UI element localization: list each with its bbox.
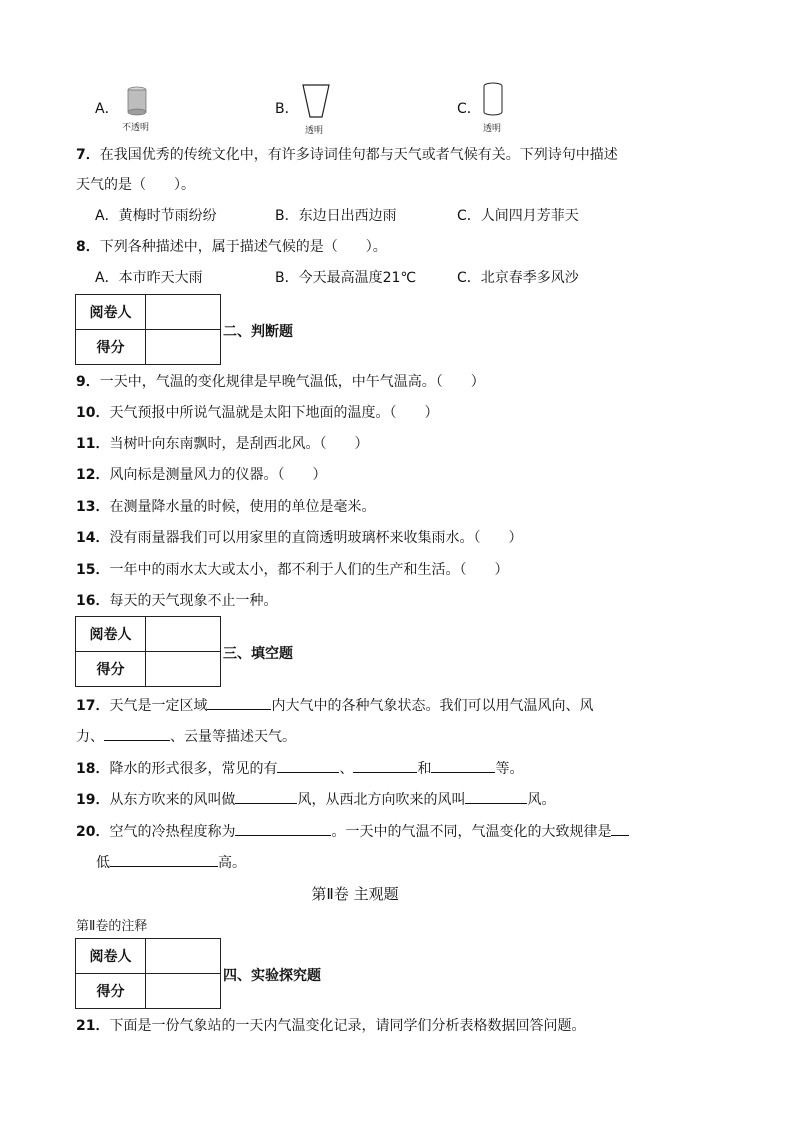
q18-text-c: 和 [417, 761, 432, 777]
q12-number: 12． [76, 467, 110, 483]
section-4-title: 四、实验探究题 [223, 968, 321, 984]
volume-2-note: 第Ⅱ卷的注释 [76, 919, 148, 934]
q17-text-a: 天气是一定区域 [109, 698, 208, 714]
q21-text: 下面是一份气象站的一天内气温变化记录，请同学们分析表格数据回答问题。 [109, 1018, 586, 1034]
q17-line2 [76, 726, 296, 747]
q20-text-b: 。一天中的气温不同，气温变化的大致规律是 [331, 824, 612, 840]
q20-text-d: 高。 [218, 855, 246, 871]
q11-number: 11． [76, 436, 110, 452]
q8-number: 8． [76, 239, 100, 255]
q10-text: 天气预报中所说气温就是太阳下地面的温度。（ ） [109, 405, 439, 421]
q7-option-a: A．黄梅时节雨纷纷 [95, 208, 217, 224]
q19-text-b: 风，从西北方向吹来的风叫 [297, 792, 466, 808]
score-box-section-4 [75, 938, 221, 1009]
question-21 [76, 1016, 585, 1036]
q6-option-a-caption: 不透明 [122, 123, 150, 133]
q18-text-a: 降水的形式很多，常见的有 [109, 761, 278, 777]
q13-number: 13． [76, 499, 110, 515]
question-11 [76, 434, 368, 454]
reviewer-label: 阅卷人 [76, 939, 146, 974]
q18-blank-1[interactable] [277, 758, 339, 773]
q6-option-c-letter: C． [457, 101, 481, 117]
q20-text-a: 空气的冷热程度称为 [109, 824, 236, 840]
score-cell [146, 652, 221, 687]
section-3-title: 三、填空题 [223, 646, 293, 662]
q17-blank-2[interactable] [104, 726, 170, 741]
reviewer-cell [146, 295, 221, 330]
q14-text: 没有雨量器我们可以用家里的直筒透明玻璃杯来收集雨水。（ ） [109, 530, 523, 546]
q13-text: 在测量降水量的时候，使用的单位是毫米。 [109, 499, 376, 515]
question-10 [76, 403, 438, 423]
q15-number: 15． [76, 562, 110, 578]
question-7 [76, 145, 618, 165]
q20-text-c: 低 [96, 855, 110, 871]
q19-blank-2[interactable] [465, 789, 527, 804]
q8-text: 下列各种描述中，属于描述气候的是（ ）。 [99, 239, 387, 255]
q12-text: 风向标是测量风力的仪器。（ ） [109, 467, 327, 483]
question-9 [76, 372, 485, 392]
q7-number: 7． [76, 147, 100, 163]
q20-number: 20． [76, 824, 110, 840]
reviewer-cell [146, 617, 221, 652]
score-label: 得分 [76, 652, 146, 687]
q18-text-b: 、 [339, 761, 354, 777]
section-2-title: 二、判断题 [223, 324, 293, 340]
q17-text-d: 、云量等描述天气。 [170, 729, 296, 745]
q19-text-c: 风。 [527, 792, 556, 808]
q21-number: 21． [76, 1018, 110, 1034]
q19-text-a: 从东方吹来的风叫做 [109, 792, 236, 808]
q15-text: 一年中的雨水太大或太小，都不利于人们的生产和生活。（ ） [109, 562, 509, 578]
q8-option-c: C．北京春季多风沙 [457, 270, 579, 286]
q8-option-b: B．今天最高温度21℃ [275, 270, 417, 286]
q6-option-b-letter: B． [275, 101, 299, 117]
q19-number: 19． [76, 792, 110, 808]
q16-text: 每天的天气现象不止一种。 [109, 593, 278, 609]
q17-number: 17． [76, 698, 110, 714]
score-label: 得分 [76, 330, 146, 365]
q6-option-a-letter: A． [95, 101, 119, 117]
question-13 [76, 497, 375, 517]
question-20 [76, 821, 629, 842]
question-14 [76, 528, 522, 548]
q6-option-c-caption: 透明 [483, 124, 502, 134]
q7-option-c: C．人间四月芳菲天 [457, 208, 579, 224]
q17-text-b: 内大气中的各种气象状态。我们可以用气温风向、风 [271, 698, 594, 714]
straight-cup-image [481, 82, 505, 118]
q18-text-d: 等。 [495, 761, 524, 777]
q20-blank-3[interactable] [110, 852, 218, 867]
q17-text-c: 力、 [76, 729, 104, 745]
opaque-cup-image [124, 86, 150, 116]
reviewer-cell [146, 939, 221, 974]
q14-number: 14． [76, 530, 110, 546]
q20-line2 [96, 852, 246, 873]
reviewer-label: 阅卷人 [76, 295, 146, 330]
q16-number: 16． [76, 593, 110, 609]
question-8 [76, 237, 387, 257]
q10-number: 10． [76, 405, 110, 421]
score-cell [146, 330, 221, 365]
score-label: 得分 [76, 974, 146, 1009]
score-box-section-2 [75, 294, 221, 365]
q7-text-line1: 在我国优秀的传统文化中，有许多诗词佳句都与天气或者气候有关。下列诗句中描述 [99, 147, 618, 163]
q18-blank-3[interactable] [431, 758, 495, 773]
score-cell [146, 974, 221, 1009]
question-15 [76, 560, 508, 580]
q9-text: 一天中，气温的变化规律是早晚气温低，中午气温高。（ ） [99, 374, 485, 390]
q6-option-b-caption: 透明 [305, 126, 324, 136]
question-19 [76, 789, 555, 810]
volume-2-title: 第Ⅱ卷 主观题 [311, 885, 399, 903]
question-12 [76, 465, 326, 485]
q7-option-b: B．东边日出西边雨 [275, 208, 397, 224]
q20-blank-1[interactable] [235, 821, 331, 836]
q17-blank-1[interactable] [207, 695, 271, 710]
reviewer-label: 阅卷人 [76, 617, 146, 652]
question-18 [76, 758, 523, 779]
question-17 [76, 695, 593, 716]
q9-number: 9． [76, 374, 100, 390]
question-16 [76, 591, 277, 611]
q18-blank-2[interactable] [353, 758, 417, 773]
tapered-cup-image [301, 83, 331, 121]
q20-blank-2[interactable] [611, 821, 629, 836]
q18-number: 18． [76, 761, 110, 777]
q19-blank-1[interactable] [235, 789, 297, 804]
q8-option-a: A．本市昨天大雨 [95, 270, 203, 286]
score-box-section-3 [75, 616, 221, 687]
q11-text: 当树叶向东南飘时，是刮西北风。（ ） [109, 436, 369, 452]
q7-text-line2: 天气的是（ ）。 [76, 177, 195, 193]
